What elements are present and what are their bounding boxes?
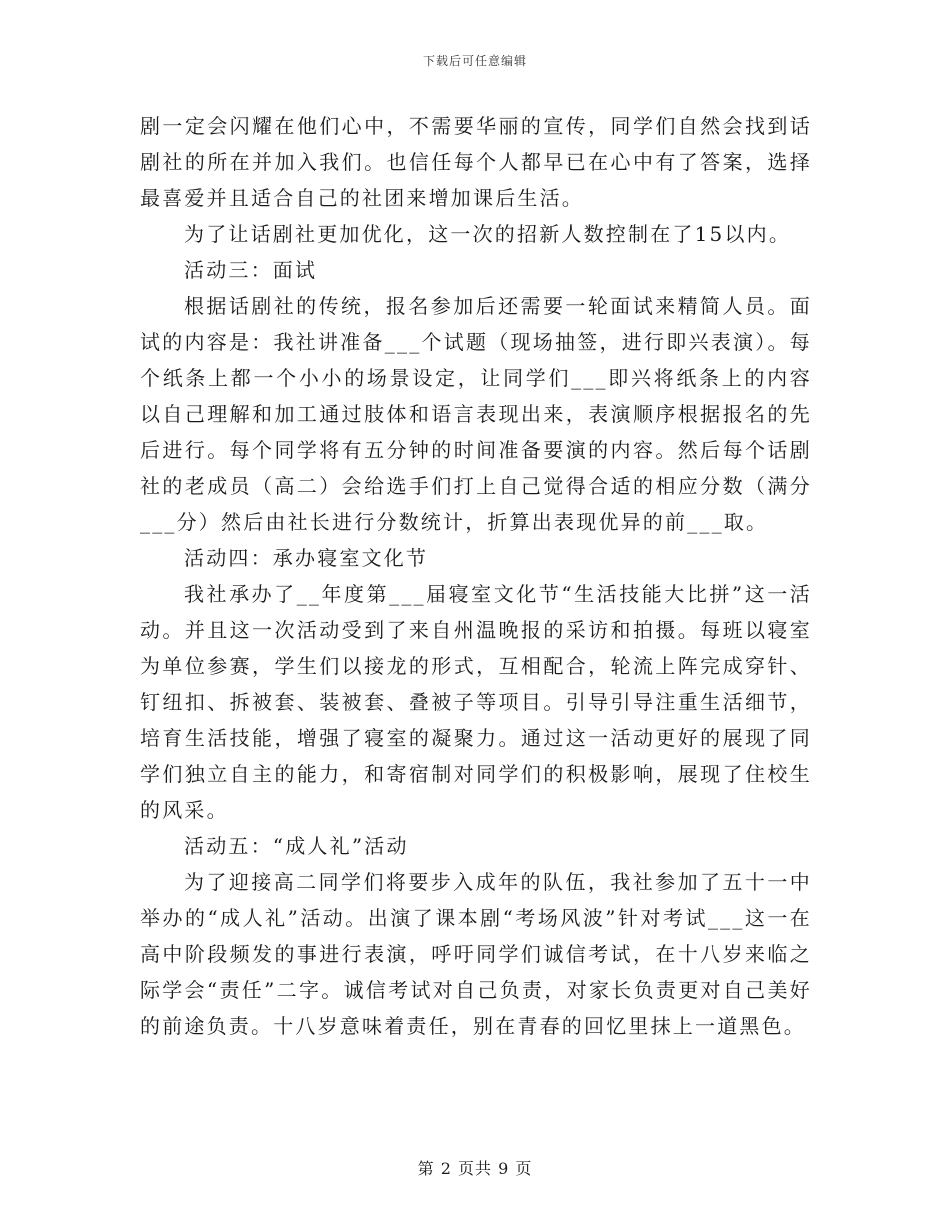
page-number: 第 2 页共 9 页 <box>417 1159 533 1178</box>
heading-activity-4: 活动四：承办寝室文化节 <box>184 546 429 570</box>
paragraph-continuation: 剧一定会闪耀在他们心中，不需要华丽的宣传，同学们自然会找到话剧社的所在并加入我们。也信任每个人都早已在心中有了答案，选择最喜爱并且适合自己的社团来增加课后生活。 <box>140 114 812 210</box>
paragraph-interview: 根据话剧社的传统，报名参加后还需要一轮面试来精简人员。面试的内容是：我社讲准备___个试题（现场抽签，进行即兴表演）。每个纸条上都一个小小的场景设定，让同学们___即兴将纸条上的内容以自己理解和加工通过肢体和语言表现出来，表演顺序根据报名的先后进行。每个同学将有五分钟的时间准备要演的内容。然后每个话剧社的老成员（高二）会给选手们打上自己觉得合适的相应分数（满分___分）然后由社长进行分数统计，折算出表现优异的前___取。 <box>140 294 812 534</box>
paragraph-dorm-festival: 我社承办了__年度第___届寝室文化节“生活技能大比拼”这一活动。并且这一次活动受到了来自州温晚报的采访和拍摄。每班以寝室为单位参赛，学生们以接龙的形式，互相配合，轮流上阵完成穿针、钉纽扣、拆被套、装被套、叠被子等项目。引导引导注重生活细节，培育生活技能，增强了寝室的凝聚力。通过这一活动更好的展现了同学们独立自主的能力，和寄宿制对同学们的积极影响，展现了住校生的风采。 <box>140 582 812 822</box>
page-header: 下载后可任意编辑 <box>422 54 527 68</box>
heading-activity-3: 活动三：面试 <box>184 258 318 282</box>
heading-activity-5: 活动五：“成人礼”活动 <box>184 834 409 858</box>
paragraph-coming-of-age: 为了迎接高二同学们将要步入成年的队伍，我社参加了五十一中举办的“成人礼”活动。出演了课本剧“考场风波”针对考试___这一在高中阶段频发的事进行表演，呼吁同学们诚信考试，在十八岁来临之际学会“责任”二字。诚信考试对自己负责，对家长负责更对自己美好的前途负责。十八岁意味着责任，别在青春的回忆里抹上一道黑色。 <box>140 870 812 1038</box>
document-body <box>140 108 812 1044</box>
paragraph-recruit-limit: 为了让话剧社更加优化，这一次的招新人数控制在了15以内。 <box>184 222 792 246</box>
